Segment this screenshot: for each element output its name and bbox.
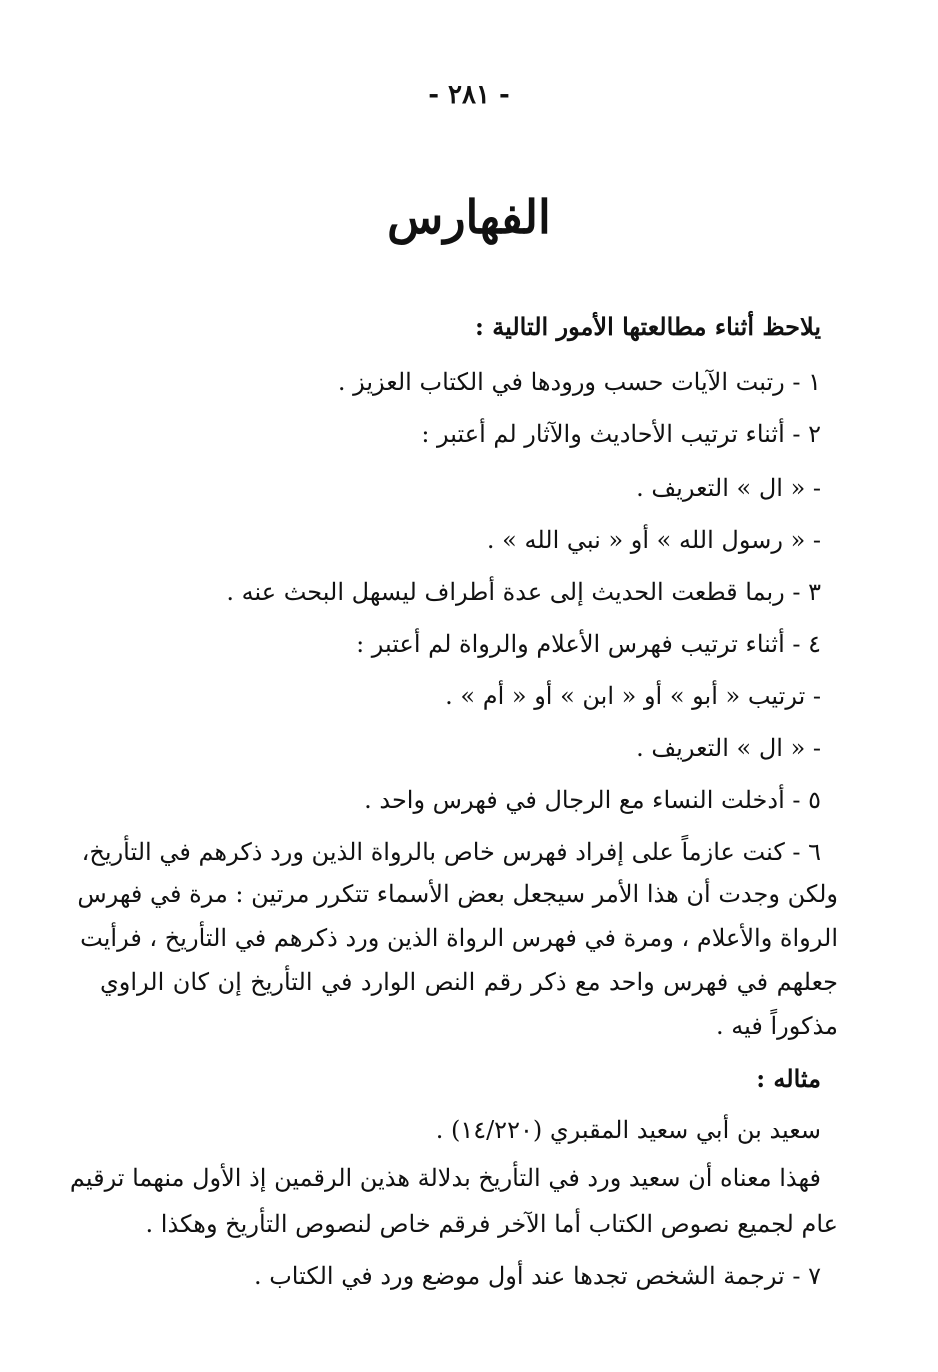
page-title: الفهارس [387,190,551,244]
list-item-6-line-2: ولكن وجدت أن هذا الأمر سيجعل بعض الأسماء تتكرر مرتين : مرة في فهرس [77,880,838,908]
list-subitem-4a: - ترتيب « أبو » أو « ابن » أو « أم » . [445,682,821,710]
list-item-2: ٢ - أثناء ترتيب الأحاديث والآثار لم أعتبر : [421,420,821,448]
list-item-4: ٤ - أثناء ترتيب فهرس الأعلام والرواة لم أعتبر : [356,630,821,658]
example-label: مثاله : [756,1064,821,1093]
list-item-6-line-5: مذكوراً فيه . [715,1012,838,1040]
list-item-6-line-4: جعلهم في فهرس واحد مع ذكر رقم النص الوارد في التأريخ إن كان الراوي [100,968,838,996]
example-entry: سعيد بن أبي سعيد المقبري (١٤/٢٢٠) . [435,1116,821,1144]
list-item-1: ١ - رتبت الآيات حسب ورودها في الكتاب العزيز . [337,368,821,396]
explanation-line-2: عام لجميع نصوص الكتاب أما الآخر فرقم خاص لنصوص التأريخ وهكذا . [145,1210,838,1238]
list-subitem-2a: - « ال » التعريف . [636,474,821,502]
explanation-line-1: فهذا معناه أن سعيد ورد في التأريخ بدلالة هذين الرقمين إذ الأول منهما ترقيم [69,1164,821,1192]
list-item-5: ٥ - أدخلت النساء مع الرجال في فهرس واحد . [364,786,821,814]
list-item-6-line-1: ٦ - كنت عازماً على إفراد فهرس خاص بالرواة الذين ورد ذكرهم في التأريخ، [81,838,821,866]
list-item-3: ٣ - ربما قطعت الحديث إلى عدة أطراف ليسهل البحث عنه . [226,578,821,606]
list-subitem-2b: - « رسول الله » أو « نبي الله » . [486,526,821,554]
list-item-7: ٧ - ترجمة الشخص تجدها عند أول موضع ورد في الكتاب . [253,1262,821,1290]
list-subitem-4b: - « ال » التعريف . [636,734,821,762]
intro-heading: يلاحظ أثناء مطالعتها الأمور التالية : [475,312,821,341]
page-number: - ٢٨١ - [428,80,510,110]
list-item-6-line-3: الرواة والأعلام ، ومرة في فهرس الرواة الذين ورد ذكرهم في التأريخ ، فرأيت [80,924,838,952]
